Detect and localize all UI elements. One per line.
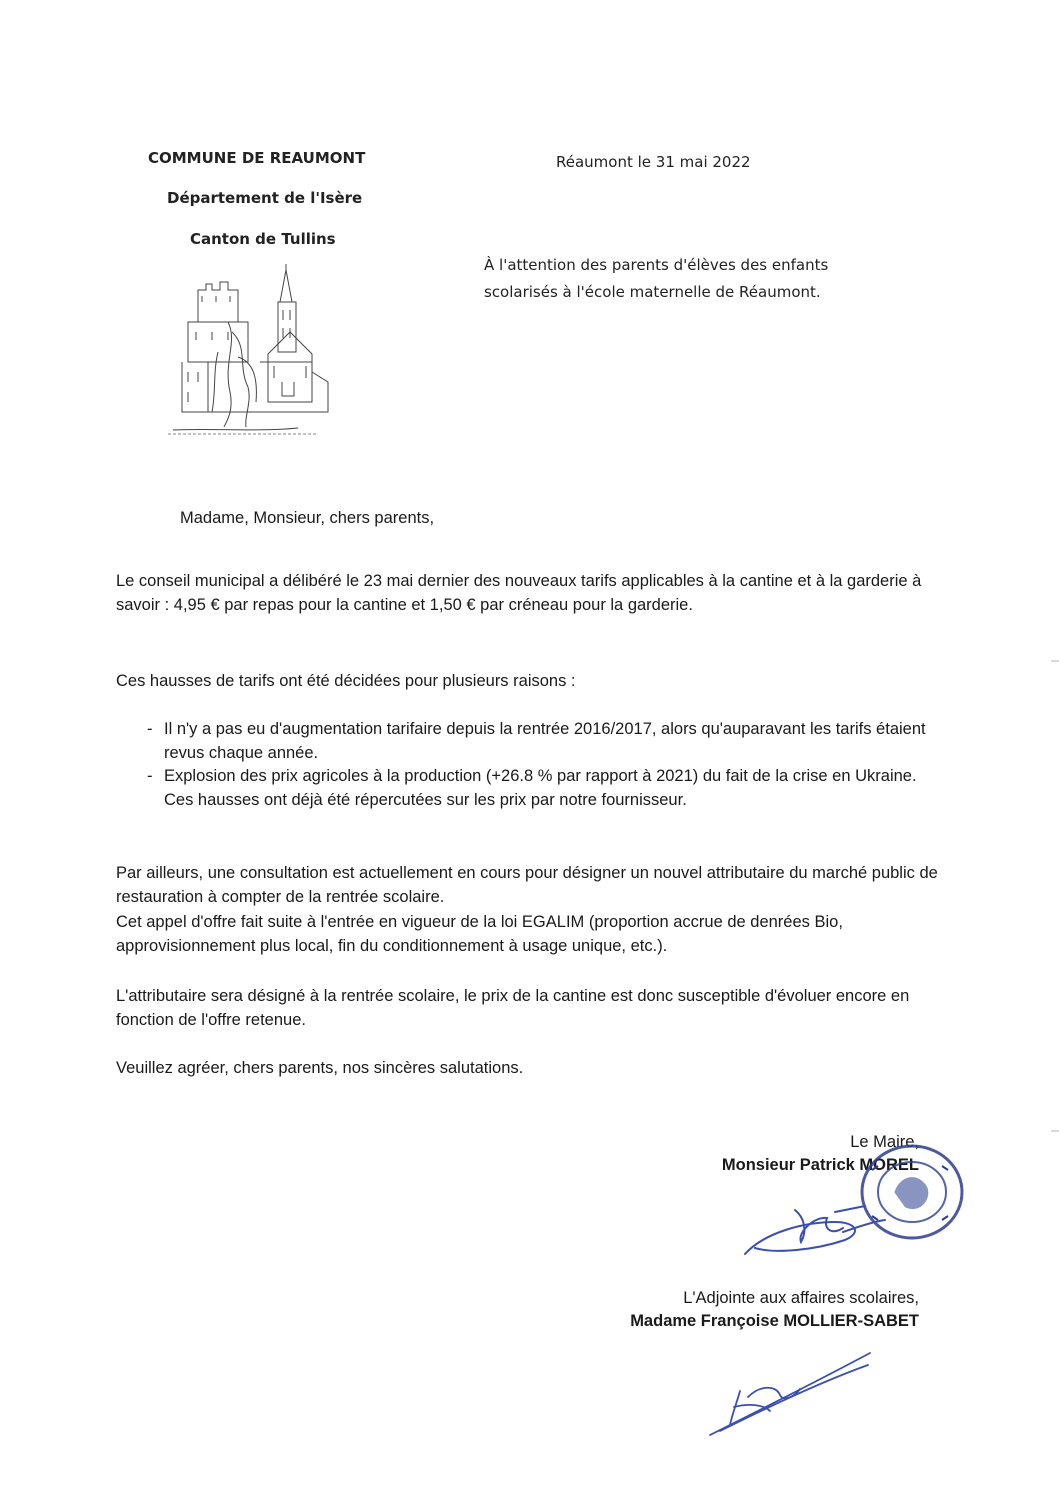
deputy-signature-block — [630, 1287, 919, 1333]
paragraph-tariffs: Le conseil municipal a délibéré le 23 mai dernier des nouveaux tarifs applicables à la cantine et à la garderie à savoir : 4,95 € par repas pour la cantine et 1,50 € par créneau pour la garderie. — [116, 572, 922, 614]
closing-formula: Veuillez agréer, chers parents, nos sincères salutations. — [116, 1059, 524, 1077]
deputy-name: Madame Françoise MOLLIER-SABET — [630, 1312, 919, 1330]
paragraph-egalim: Cet appel d'offre fait suite à l'entrée en vigueur de la loi EGALIM (proportion accrue de denrées Bio, approvisionnement plus local, fin du conditionnement à usage unique, etc.). — [116, 913, 843, 955]
recipient-line-1: À l'attention des parents d'élèves des enfants — [484, 256, 829, 274]
deputy-handwritten-signature — [700, 1345, 880, 1445]
recipient-line-2: scolarisés à l'école maternelle de Réaumont. — [484, 283, 821, 301]
mayor-title: Le Maire, — [850, 1133, 919, 1151]
salutation: Madame, Monsieur, chers parents, — [180, 509, 435, 527]
list-item: - Explosion des prix agricoles à la production (+26.8 % par rapport à 2021) du fait de la crise en Ukraine. Ces hausses ont déjà été répercutées sur les prix par notre fournisseur. — [147, 767, 917, 809]
paragraph-consultation: Par ailleurs, une consultation est actuellement en cours pour désigner un nouvel attributaire du marché public de restauration à compter de la rentrée scolaire. — [116, 864, 938, 906]
paragraph-attributaire: L'attributaire sera désigné à la rentrée scolaire, le prix de la cantine est donc susceptible d'évoluer encore en fonction de l'offre retenue. — [116, 987, 910, 1029]
deputy-title: L'Adjointe aux affaires scolaires, — [683, 1289, 919, 1307]
mayor-name: Monsieur Patrick MOREL — [721, 1156, 919, 1174]
paragraph-reasons-intro: Ces hausses de tarifs ont été décidées pour plusieurs raisons : — [116, 672, 576, 690]
canton-name: Canton de Tullins — [190, 230, 336, 248]
scan-edge-mark — [1051, 660, 1059, 662]
commune-name: COMMUNE DE REAUMONT — [148, 149, 366, 167]
place-date: Réaumont le 31 mai 2022 — [556, 153, 751, 171]
village-church-sketch-icon — [168, 262, 338, 442]
list-item: - Il n'y a pas eu d'augmentation tarifaire depuis la rentrée 2016/2017, alors qu'auparavant les tarifs étaient revus chaque année. — [147, 720, 926, 762]
scan-edge-mark — [1051, 1130, 1059, 1132]
mayor-handwritten-signature — [735, 1192, 895, 1272]
reasons-list — [116, 718, 946, 812]
departement-name: Département de l'Isère — [167, 189, 363, 207]
